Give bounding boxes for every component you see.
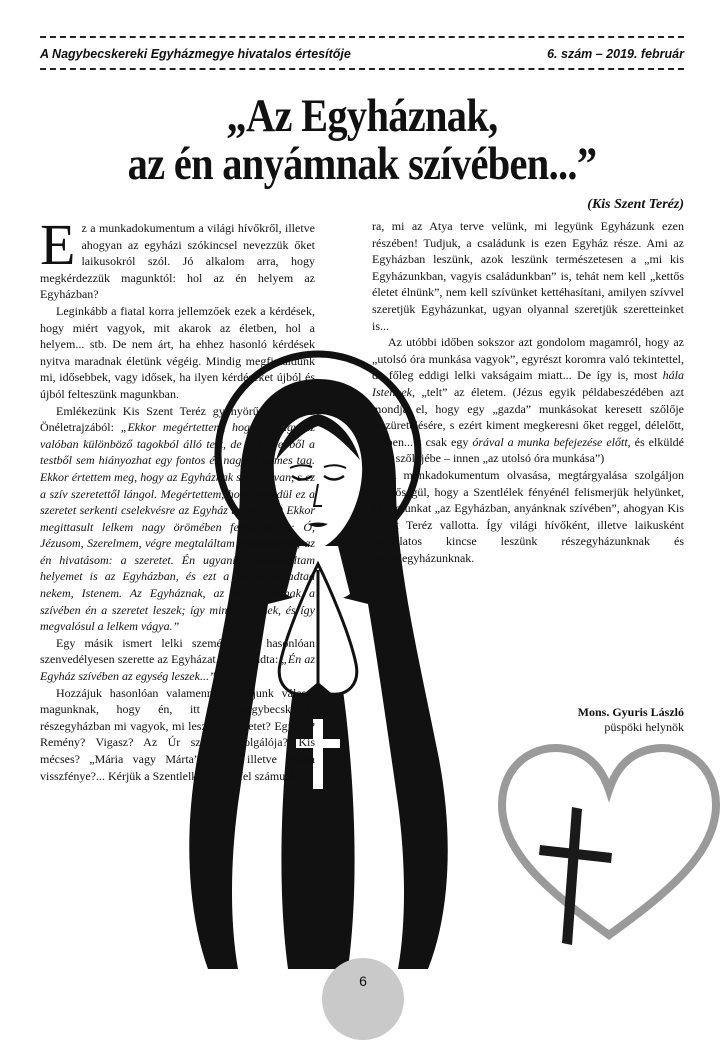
article-title [68, 92, 656, 188]
article-column-left [40, 212, 315, 784]
title-line-1: „Az Egyháznak, [226, 90, 498, 142]
author-role: püspöki helynök [604, 720, 684, 734]
page-number: 6 [359, 973, 367, 989]
title-line-2: az én anyámnak szívében...” [127, 138, 597, 190]
paragraph-4: Egy másik ismert lelki személy, aki hasonlóan szenvedélyesen szerette az Egyházat, azt mondta: „Én az Egyház szívében az egység leszek...” [40, 635, 315, 684]
heart-cross-decoration [494, 735, 724, 950]
unity-quote: „Én az Egyház szívében az egység leszek...” [40, 652, 315, 684]
paragraph-7: Az utóbbi időben sokszor azt gondolom magamról, hogy az „utolsó óra munkása vagyok”, egyrészt koromra való tekintettel, de főleg eddigi lelki vakságaim miatt... De így is, most hála Istennek, „telt” az életem. (Jézus egyik példabeszédében azt mondja el, hogy egy „gazda” munkásokat keresett szőlője leszüretelésére, s ezért kiment megkeresni őket reggel, délelőtt, délben... s csak egy órával a munka befejezése előtt, és elküldé őket szőlőjébe – innen „az utolsó óra munkása”) [372, 335, 685, 466]
paragraph-1: z a munkadokumentum a világi hívőkről, illetve ahogyan az egyházi szókincsel nevezzük őket laikusokról szól. Jó alkalom arra, hogy megkérdezzük magunktól: hol az én helyem az Egyházban? [40, 221, 315, 302]
publication-name: A Nagybecskereki Egyházmegye hivatalos értesítője [40, 47, 351, 61]
drop-cap: E [40, 212, 76, 277]
issue-info: 6. szám – 2019. február [547, 47, 684, 61]
paragraph-5: Hozzájuk hasonlóan valamennyien adjunk választ magunknak, hogy én, itt a nagybecskereki részegyházban mi vagyok, mi leszek? Szeretet? Egység? Remény? Vigasz? Az Úr szolgája-szolgálója? Kis mécses? „Mária vagy Márta”, Jézus illetve Mária visszfénye?... Kérjük a Szentlelket, fedje fel számunk- [40, 685, 315, 783]
heart-cross-icon [562, 807, 582, 945]
paragraph-2: Leginkább a fiatal korra jellemzőek ezek a kérdések, hogy miért vagyok, mit akarok az életben, hol a helyem... stb. De nem árt, ha ehhez hasonló kérdések nyitva maradnak életünk végéig. Mindig megfiataldunk mi, idősebbek, vagy idősek, ha ilyen kérdéseket újból és újból felteszünk magunkban. [40, 303, 315, 401]
paragraph-3: Emlékezünk Kis Szent Teréz gyönyörű írására az Önéletrajzából: „Ekkor megértettem, hogy az Egyház valóban különböző tagokból álló test, de akkor ebből a testből sem hiányozhat egy fontos és nagyon nemes tag. Ekkor értettem meg, hogy az Egyháznak szíve is van, s ez a szív szeretettől lángol. Megértettem, hogy egyedül ez a szeretet serkenti cselekvésre az Egyház tagjait (...) Ekkor megittasult lelkem nagy örömében felkiáltottam: Ó, Jézusom, Szerelmem, végre megtaláltam hivatásomat; az én hivatásom: a szeretet. Én ugyanígy megtaláltam helyemet is az Egyházban, és ezt a helyet te adtad nekem, Istenem. Az Egyháznak, az én anyámnak a szívében én a szeretet leszek; így minden leszek, és így megvalósul a lelkem vágya.” [40, 403, 315, 634]
author-signature [578, 705, 684, 735]
article-column-right [372, 218, 684, 566]
author-name: Mons. Gyuris László [577, 705, 684, 719]
heart-icon [502, 748, 716, 935]
therese-quote: „Ekkor megértettem, hogy az Egyház valóban különböző tagokból álló test, de akkor ebből a testből sem hiányozhat egy fontos és nagyon nemes tag. Ekkor értettem meg, hogy az Egyháznak szíve is van, s ez a szív szeretettől lángol. Megértettem, hogy egyedül ez a szeretet serkenti cselekvésre az Egyház tagjait (...) Ekkor megittasult lelkem nagy örömében felkiáltottam: Ó, Jézusom, Szerelmem, végre megtaláltam hivatásomat; az én hivatásom: a szeretet. Én ugyanígy megtaláltam helyemet is az Egyházban, és ezt a helyet te adtad nekem, Istenem. Az Egyháznak, az én anyámnak a szívében én a szeretet leszek; így minden leszek, és így megvalósul a lelkem vágya.” [40, 420, 315, 634]
page-number-badge [322, 958, 404, 1040]
paragraph-8: A munkadokumentum olvasása, megtárgyalása szolgáljon lehetőségül, hogy a Szentlélek fényénél felismerjük helyünket, állapotunkat „az Egyházban, anyánknak szívében”, ahogyan Kis Szent Teréz vallotta. Így világi hívőként, illetve laikusként csodálatos kincse leszünk részegyházunknak és családegyházunknak. [372, 467, 684, 565]
masthead-rule [40, 36, 684, 70]
title-attribution: (Kis Szent Teréz) [587, 197, 684, 212]
paragraph-6: ra, mi az Atya terve velünk, mi legyünk Egyházunk ezen részében! Tudjuk, a családunk is ezen Egyház része. Ami az Egyházban leszünk, azok leszünk természetesen a „mi kis Egyházunkban, vagyis családunkban” is, tehát nem kell „kettős életet élnünk”, nem kell szívünket kettéhasítani, amilyen szívvel szeretjük Egyházunkat, ugyan olyannal szeretjük szeretteinket is... [372, 219, 684, 333]
